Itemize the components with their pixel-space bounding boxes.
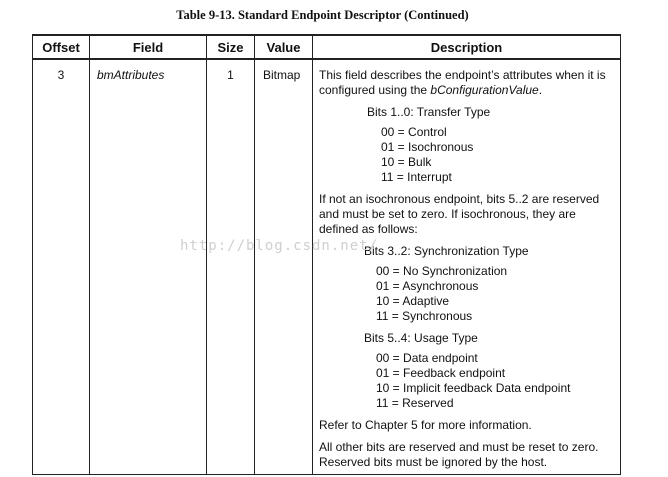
list-item: 01 = Asynchronous — [376, 279, 479, 293]
cell-value: Bitmap — [255, 59, 313, 475]
list-item: 00 = No Synchronization — [376, 264, 508, 278]
table-caption: Table 9-13. Standard Endpoint Descriptor (Continued) — [176, 8, 469, 22]
list-item: 10 = Implicit feedback Data endpoint — [376, 381, 571, 395]
header-row — [33, 35, 621, 59]
sync-type-block — [319, 244, 614, 324]
list-item: 01 = Feedback endpoint — [376, 366, 506, 380]
description-refer: Refer to Chapter 5 for more information. — [319, 418, 532, 432]
header-offset: Offset — [33, 35, 90, 59]
header-size: Size — [207, 35, 255, 59]
header-field: Field — [90, 35, 207, 59]
cell-field: bmAttributes — [90, 59, 207, 475]
list-item: 01 = Isochronous — [381, 140, 474, 154]
list-item: 11 = Synchronous — [376, 309, 473, 323]
list-item: 10 = Bulk — [381, 155, 432, 169]
description-intro: This field describes the endpoint’s attributes when it is configured using the bConfigurationValue. — [319, 68, 606, 97]
list-item: 00 = Control — [381, 125, 447, 139]
header-value: Value — [255, 35, 313, 59]
list-item: 10 = Adaptive — [376, 294, 450, 308]
usage-type-block — [319, 331, 614, 411]
watermark: http://blog.csdn.net/ — [180, 238, 379, 254]
list-item: 00 = Data endpoint — [376, 351, 478, 365]
transfer-type-title: Bits 1..0: Transfer Type — [367, 105, 491, 119]
list-item: 11 = Interrupt — [381, 170, 452, 184]
list-item: 11 = Reserved — [376, 396, 454, 410]
transfer-type-block — [319, 105, 614, 185]
description-iso-note: If not an isochronous endpoint, bits 5..2 are reserved and must be set to zero. If isochronous, they are defined as follows: — [319, 192, 600, 236]
endpoint-descriptor-table — [32, 34, 621, 475]
table-row — [33, 59, 621, 475]
cell-size: 1 — [207, 59, 255, 475]
sync-type-title: Bits 3..2: Synchronization Type — [364, 244, 529, 258]
description-reserved: All other bits are reserved and must be reset to zero. Reserved bits must be ignored by the host. — [319, 440, 599, 469]
header-description: Description — [313, 35, 621, 59]
cell-offset: 3 — [33, 59, 90, 475]
cell-description — [313, 59, 621, 475]
usage-type-title: Bits 5..4: Usage Type — [364, 331, 478, 345]
config-value-term: bConfigurationValue — [430, 83, 539, 97]
